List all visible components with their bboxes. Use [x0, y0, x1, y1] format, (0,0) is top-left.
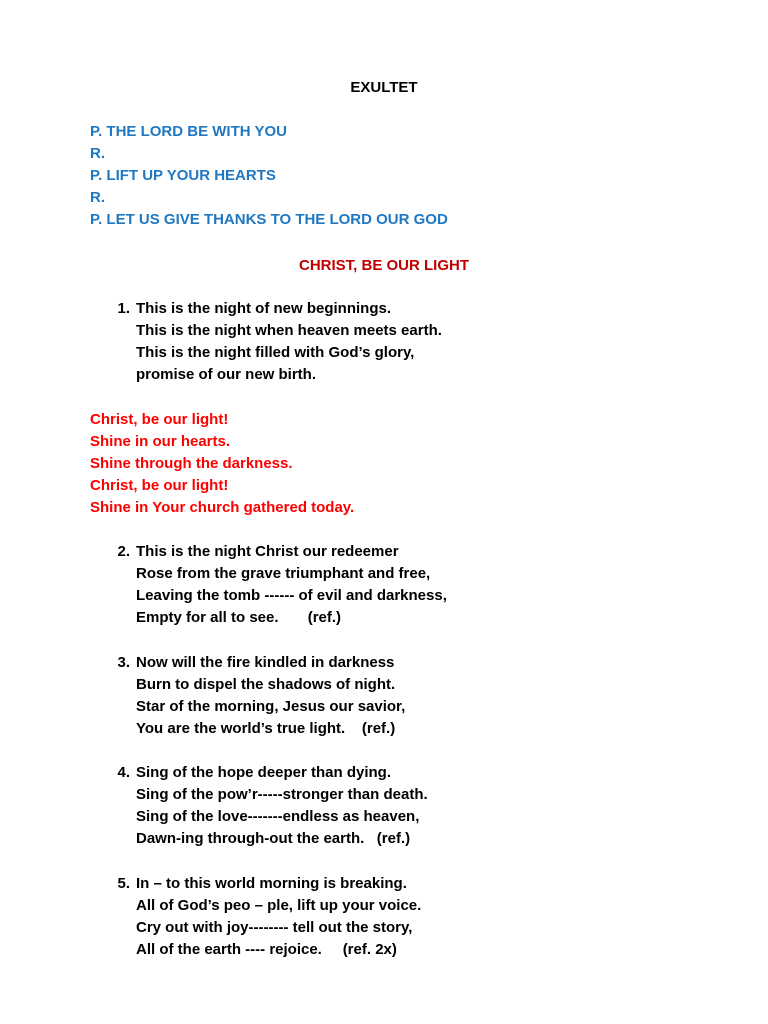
- verse-line: Sing of the pow’r-----stronger than death.: [136, 786, 428, 803]
- verse-line: Sing of the hope deeper than dying.: [136, 764, 392, 781]
- verse-line: Rose from the grave triumphant and free,: [136, 565, 431, 582]
- dialogue-line: P. LIFT UP YOUR HEARTS: [90, 167, 276, 184]
- dialogue-line: P. THE LORD BE WITH YOU: [90, 123, 287, 140]
- refrain-line: Shine in our hearts.: [90, 433, 231, 450]
- verse-line: This is the night filled with God’s glory,: [136, 344, 415, 361]
- hymn-title: CHRIST, BE OUR LIGHT: [298, 257, 469, 274]
- dialogue-line: P. LET US GIVE THANKS TO THE LORD OUR GOD: [90, 211, 448, 228]
- verse-line: All of the earth ---- rejoice. (ref. 2x): [136, 941, 397, 958]
- verse-number: 4.: [117, 764, 130, 781]
- refrain-line: Shine through the darkness.: [90, 455, 293, 472]
- page-title: EXULTET: [350, 79, 418, 96]
- verse-line: This is the night Christ our redeemer: [136, 543, 399, 560]
- verse-line: Empty for all to see. (ref.): [136, 609, 342, 626]
- verse-number: 3.: [117, 654, 130, 671]
- verse-line: This is the night when heaven meets earth.: [136, 322, 442, 339]
- verse-line: Dawn-ing through-out the earth. (ref.): [136, 830, 411, 847]
- verse-line: You are the world’s true light. (ref.): [136, 720, 396, 737]
- verse-number: 5.: [117, 875, 130, 892]
- verse-line: promise of our new birth.: [136, 366, 317, 383]
- refrain-line: Christ, be our light!: [90, 411, 229, 428]
- verse-number: 1.: [117, 300, 130, 317]
- verse-line: All of God’s peo – ple, lift up your voice.: [136, 897, 422, 914]
- verse-line: Cry out with joy-------- tell out the story,: [136, 919, 413, 936]
- verse-line: This is the night of new beginnings.: [136, 300, 391, 317]
- refrain-line: Shine in Your church gathered today.: [90, 499, 355, 516]
- verse-line: In – to this world morning is breaking.: [136, 875, 407, 892]
- dialogue-line: R.: [90, 145, 105, 162]
- dialogue-line: R.: [90, 189, 105, 206]
- refrain-line: Christ, be our light!: [90, 477, 229, 494]
- verse-line: Leaving the tomb ------ of evil and darkness,: [136, 587, 447, 604]
- verse-line: Star of the morning, Jesus our savior,: [136, 698, 406, 715]
- verse-number: 2.: [117, 543, 130, 560]
- verse-line: Burn to dispel the shadows of night.: [136, 676, 396, 693]
- verse-line: Sing of the love-------endless as heaven,: [136, 808, 420, 825]
- verse-line: Now will the fire kindled in darkness: [136, 654, 395, 671]
